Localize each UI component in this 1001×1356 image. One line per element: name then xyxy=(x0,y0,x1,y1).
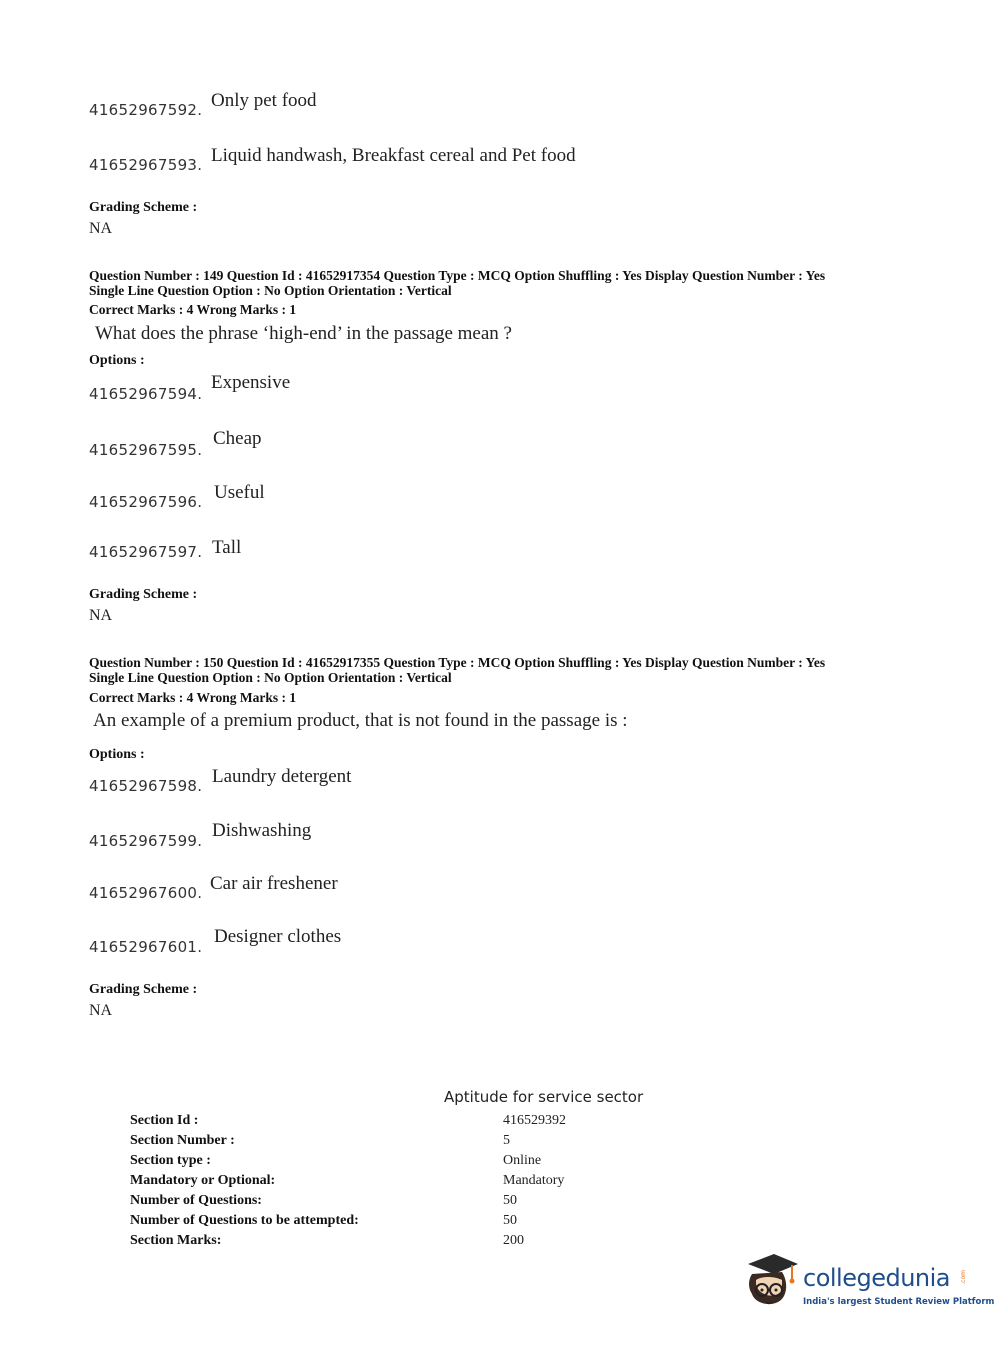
option-id: 41652967593. xyxy=(89,156,203,174)
section-id-label: Section Id : xyxy=(130,1113,199,1128)
option-text: Cheap xyxy=(213,428,262,449)
grading-scheme-label: Grading Scheme : xyxy=(89,200,198,215)
mandatory-value: Mandatory xyxy=(503,1173,565,1188)
section-number-label: Section Number : xyxy=(130,1133,235,1148)
option-text: Tall xyxy=(212,537,242,558)
grading-scheme-value: NA xyxy=(89,1002,113,1019)
option-text: Dishwashing xyxy=(212,820,312,841)
num-attempt-label: Number of Questions to be attempted: xyxy=(130,1213,359,1228)
question-marks: Correct Marks : 4 Wrong Marks : 1 xyxy=(89,690,297,705)
option-id: 41652967600. xyxy=(89,884,203,902)
logo-name: collegedunia xyxy=(803,1264,951,1292)
option-id: 41652967597. xyxy=(89,543,203,561)
question-meta-line1: Question Number : 149 Question Id : 41652917354 Question Type : MCQ Option Shuffling : Yes Display Question Number : Yes xyxy=(89,268,826,283)
options-label: Options : xyxy=(89,747,145,762)
option-id: 41652967595. xyxy=(89,441,203,459)
options-label: Options : xyxy=(89,353,145,368)
option-text: Useful xyxy=(214,482,265,503)
grading-scheme-value: NA xyxy=(89,607,113,624)
option-text: Only pet food xyxy=(211,90,317,111)
option-id: 41652967592. xyxy=(89,101,203,119)
option-id: 41652967599. xyxy=(89,832,203,850)
grading-scheme-label: Grading Scheme : xyxy=(89,982,198,997)
logo-tagline: India's largest Student Review Platform xyxy=(803,1297,995,1307)
question-text: What does the phrase ‘high-end’ in the passage mean ? xyxy=(95,323,512,344)
grading-scheme-value: NA xyxy=(89,220,113,237)
option-id: 41652967598. xyxy=(89,777,203,795)
num-questions-value: 50 xyxy=(503,1193,517,1208)
option-id: 41652967601. xyxy=(89,938,203,956)
question-marks: Correct Marks : 4 Wrong Marks : 1 xyxy=(89,302,297,317)
num-questions-label: Number of Questions: xyxy=(130,1193,262,1208)
logo-com: .com xyxy=(960,1270,967,1285)
section-type-label: Section type : xyxy=(130,1153,211,1168)
mascot-icon xyxy=(740,1250,800,1316)
section-number-value: 5 xyxy=(503,1133,510,1148)
section-title: Aptitude for service sector xyxy=(444,1088,644,1106)
section-marks-label: Section Marks: xyxy=(130,1233,222,1248)
option-text: Car air freshener xyxy=(210,873,338,894)
mandatory-label: Mandatory or Optional: xyxy=(130,1173,276,1188)
section-id-value: 416529392 xyxy=(503,1113,566,1128)
option-text: Designer clothes xyxy=(214,926,342,947)
section-marks-value: 200 xyxy=(503,1233,524,1248)
section-type-value: Online xyxy=(503,1153,542,1168)
num-attempt-value: 50 xyxy=(503,1213,517,1228)
grading-scheme-label: Grading Scheme : xyxy=(89,587,198,602)
option-text: Laundry detergent xyxy=(212,766,352,787)
question-text: An example of a premium product, that is not found in the passage is : xyxy=(93,710,628,731)
question-meta-line1: Question Number : 150 Question Id : 41652917355 Question Type : MCQ Option Shuffling : Yes Display Question Number : Yes xyxy=(89,655,826,670)
option-id: 41652967594. xyxy=(89,385,203,403)
option-text: Liquid handwash, Breakfast cereal and Pet food xyxy=(211,145,576,166)
option-id: 41652967596. xyxy=(89,493,203,511)
question-meta-line2: Single Line Question Option : No Option Orientation : Vertical xyxy=(89,670,452,685)
option-text: Expensive xyxy=(211,372,291,393)
question-meta-line2: Single Line Question Option : No Option Orientation : Vertical xyxy=(89,283,452,298)
